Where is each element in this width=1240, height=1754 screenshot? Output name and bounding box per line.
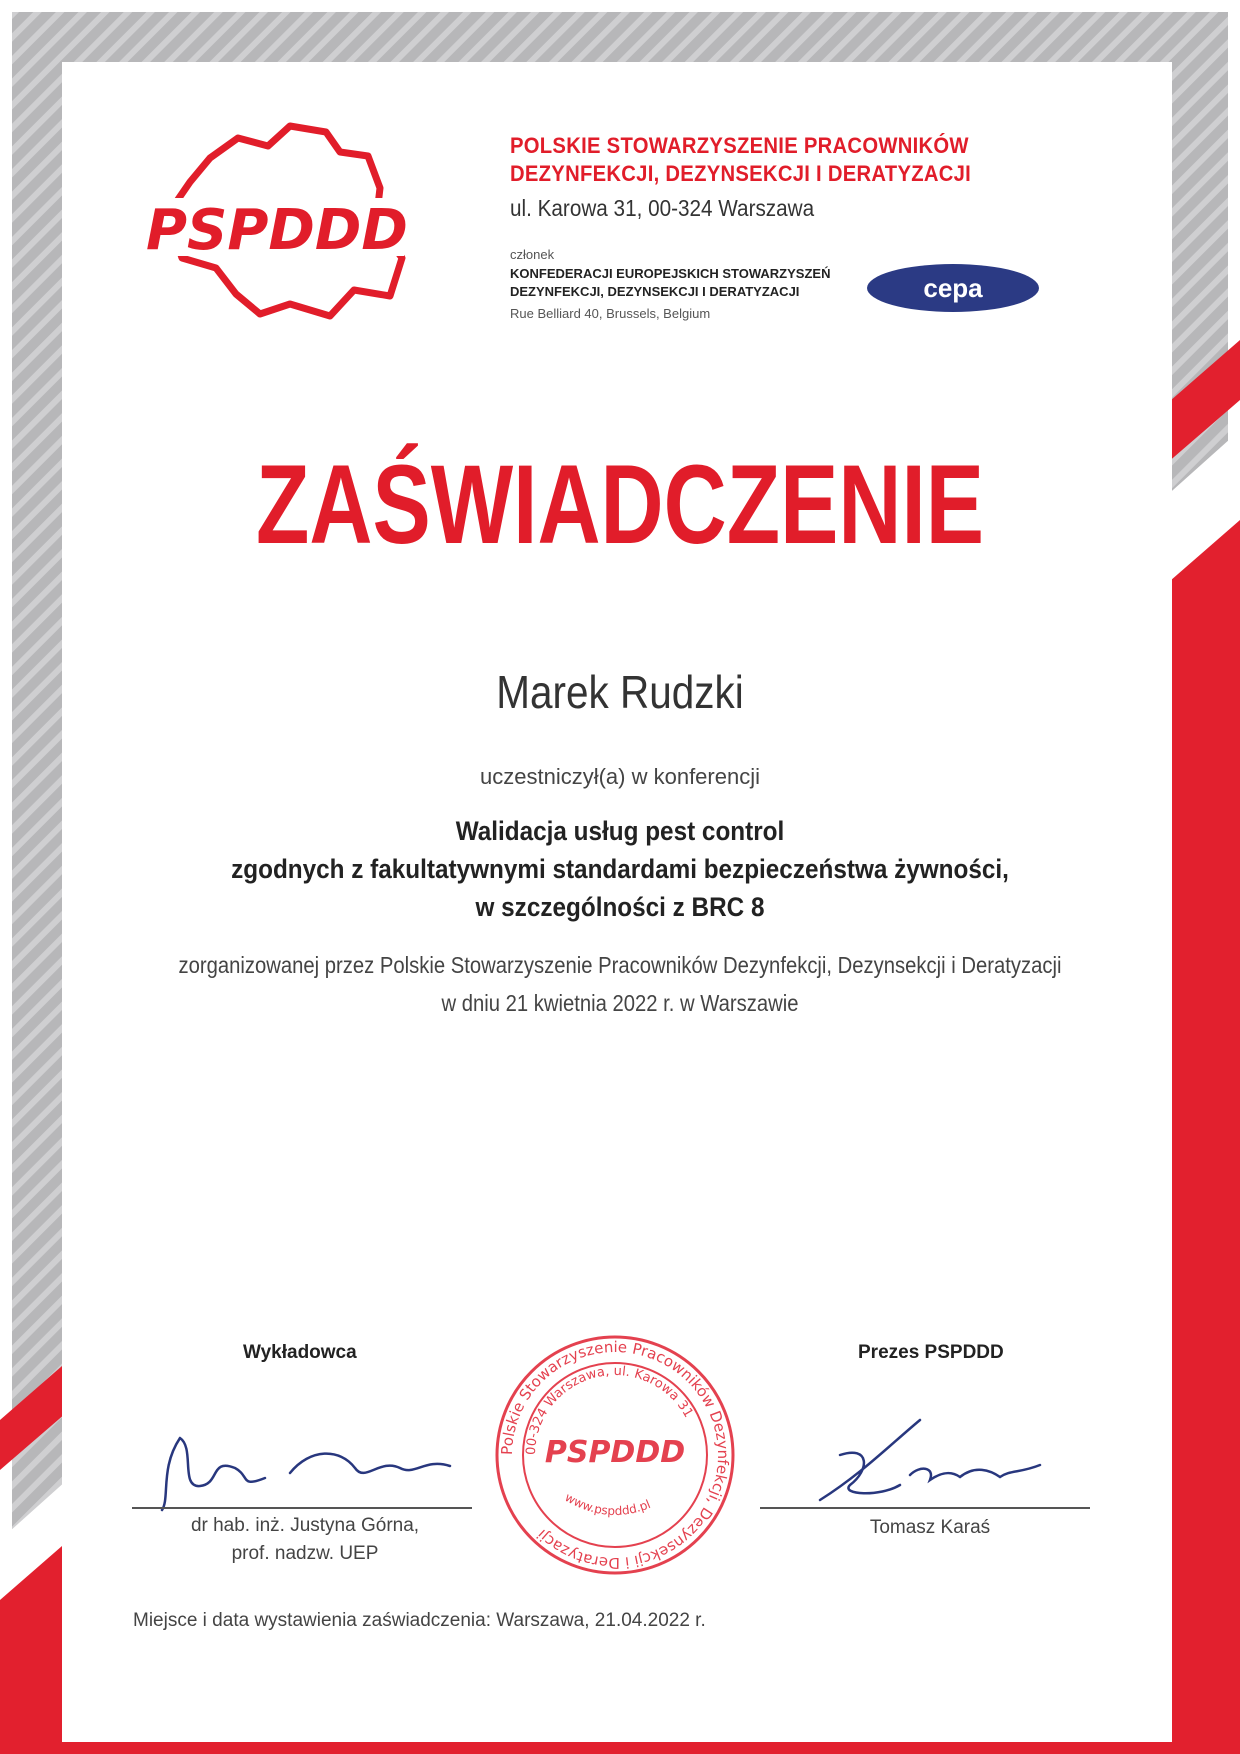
organizer-line1: zorganizowanej przez Polskie Stowarzyszenie Pracowników Dezynfekcji, Dezynsekcji i Deratyzacji	[178, 952, 1062, 978]
issue-place-date: Miejsce i data wystawienia zaświadczenia: Warszawa, 21.04.2022 r.	[133, 1610, 706, 1631]
poland-outline-icon	[140, 118, 420, 333]
membership-name-line1: KONFEDERACJI EUROPEJSKICH STOWARZYSZEŃ	[510, 266, 831, 281]
president-role: Prezes PSPDDD	[858, 1342, 1004, 1363]
organization-name-line1: POLSKIE STOWARZYSZENIE PRACOWNIKÓW	[510, 133, 969, 158]
organization-address: ul. Karowa 31, 00-324 Warszawa	[510, 195, 815, 221]
conference-title-line2: zgodnych z fakultatywnymi standardami bezpieczeństwa żywności,	[231, 854, 1009, 884]
conference-title-line3: w szczególności z BRC 8	[475, 892, 765, 922]
membership-name-line2: DEZYNFEKCJI, DEZYNSEKCJI I DERATYZACJI	[510, 284, 800, 299]
lecturer-name	[170, 1512, 440, 1568]
participation-text: uczestniczył(a) w konferencji	[480, 764, 760, 789]
president-name: Tomasz Karaś	[869, 1517, 991, 1538]
lecturer-signature-line	[132, 1507, 472, 1509]
recipient-name: Marek Rudzki	[496, 666, 744, 718]
stamp-inner-text: 00-324 Warszawa, ul. Karowa 31	[523, 1363, 696, 1456]
stamp-url: www.pspddd.pl	[562, 1490, 653, 1519]
organizer-text	[74, 946, 1165, 1022]
membership-address: Rue Belliard 40, Brussels, Belgium	[510, 306, 711, 321]
conference-title	[62, 812, 1178, 926]
lecturer-name-line1: dr hab. inż. Justyna Górna,	[190, 1515, 420, 1536]
cepa-logo: cepa	[867, 264, 1039, 312]
pspddd-logo	[140, 118, 420, 333]
official-stamp	[490, 1330, 740, 1580]
stamp-center-logo: PSPDDD	[544, 1435, 686, 1470]
logo-text: PSPDDD	[146, 198, 408, 263]
president-handwritten-signature	[800, 1415, 1060, 1515]
membership-name	[510, 265, 850, 301]
organization-name	[510, 132, 1062, 188]
lecturer-handwritten-signature	[140, 1428, 460, 1518]
membership-label: członek	[510, 247, 555, 262]
certificate-title: ZAŚWIADCZENIE	[256, 442, 984, 567]
organizer-line2: w dniu 21 kwietnia 2022 r. w Warszawie	[441, 990, 799, 1016]
lecturer-name-line2: prof. nadzw. UEP	[231, 1543, 379, 1564]
stamp-outer-text: Polskie Stowarzyszenie Pracowników Dezynfekcji, Dezynsekcji i Deratyzacji	[497, 1337, 733, 1573]
organization-name-line2: DEZYNFEKCJI, DEZYNSEKCJI I DERATYZACJI	[510, 161, 972, 186]
president-signature-line	[760, 1507, 1090, 1509]
conference-title-line1: Walidacja usług pest control	[455, 816, 785, 846]
lecturer-role: Wykładowca	[243, 1342, 357, 1363]
